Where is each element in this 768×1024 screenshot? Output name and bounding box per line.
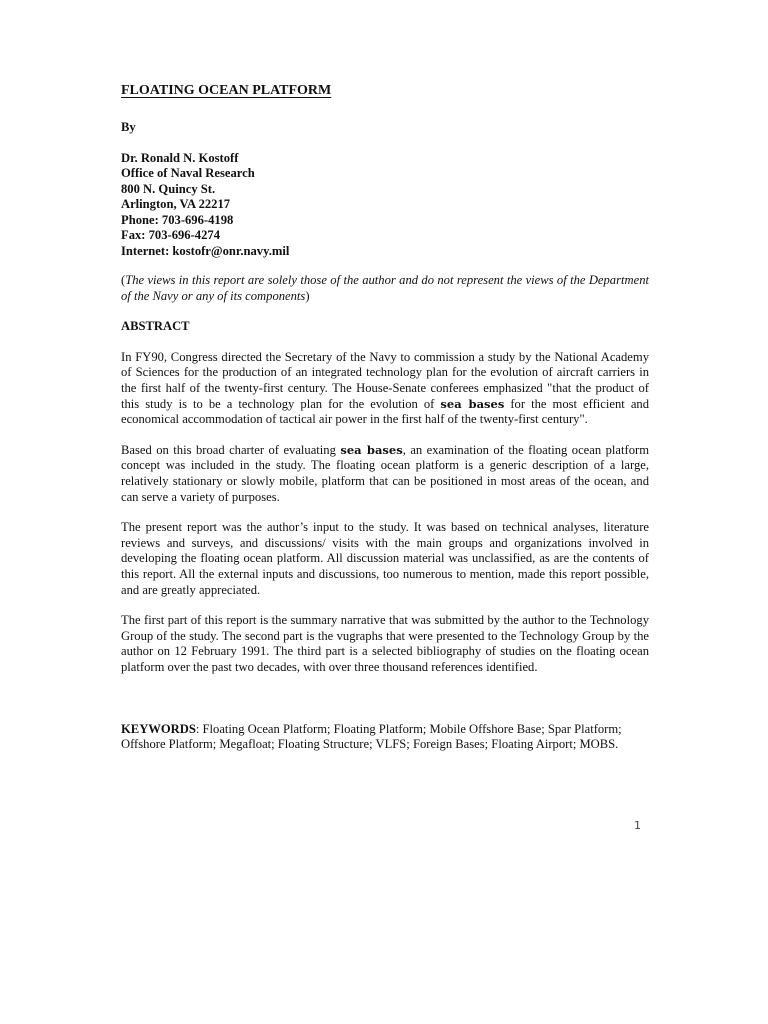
author-fax: Fax: 703-696-4274 — [121, 228, 220, 243]
author-street: 800 N. Quincy St. — [121, 181, 216, 196]
author-email[interactable]: kostofr@onr.navy.mil — [172, 243, 290, 258]
paragraph-1-emphasis: sea bases — [440, 396, 505, 411]
abstract-paragraph-2 — [121, 443, 649, 505]
paragraph-2-text-a: Based on this broad charter of evaluating — [121, 442, 341, 457]
disclaimer-open-paren: ( — [121, 273, 126, 288]
paragraph-1-text-b: for the most efficient and economical accommodation of tactical air power in the first half of the twenty-first century". — [121, 396, 649, 427]
by-label: By — [121, 120, 136, 134]
abstract-paragraph-4: The first part of this report is the summary narrative that was submitted by the author to the Technology Group of the study. The second part is the vugraphs that were presented to the Technology Group by the author on 12 February 1991. The third part is a selected bibliography of studies on the floating ocean platform over the past two decades, with over three thousand references identified. — [121, 613, 649, 674]
abstract-heading: ABSTRACT — [121, 319, 190, 334]
document-page — [121, 82, 649, 753]
keywords — [121, 722, 649, 753]
abstract-paragraph-1 — [121, 350, 649, 428]
paragraph-2-emphasis: sea bases — [340, 442, 403, 457]
abstract-paragraph-3: The present report was the author’s input to the study. It was based on technical analyses, literature reviews and surveys, and discussions/ visits with the main groups and organizations involved in developing the floating ocean platform. All discussion material was unclassified, as are the contents of this report. All the external inputs and discussions, too numerous to mention, made this report possible, and are greatly appreciated. — [121, 520, 649, 597]
author-organization: Office of Naval Research — [121, 166, 255, 181]
author-phone: Phone: 703-696-4198 — [121, 212, 234, 227]
disclaimer — [121, 273, 649, 304]
page-number: 1 — [634, 819, 641, 832]
paragraph-1-text-a: In FY90, Congress directed the Secretary of the Navy to commission a study by the National Academy of Sciences for the production of an integrated technology plan for the evolution of aircraft carriers in the first half of the twenty-first century. The House-Senate conferees emphasized "that the product of this study is to be a technology plan for the evolution of — [121, 349, 649, 411]
disclaimer-close-paren: ) — [305, 288, 310, 303]
keywords-text: : Floating Ocean Platform; Floating Platform; Mobile Offshore Base; Spar Platform; Offshore Platform; Megafloat; Floating Structure; VLFS; Foreign Bases; Floating Airport; MOBS. — [121, 721, 622, 752]
author-city: Arlington, VA 22217 — [121, 197, 231, 212]
keywords-label: KEYWORDS — [121, 721, 196, 736]
disclaimer-text: The views in this report are solely those of the author and do not represent the views of the Department of the Navy or any of its components — [121, 273, 649, 303]
author-internet — [121, 244, 649, 260]
author-address-block — [121, 151, 649, 260]
internet-label: Internet: — [121, 243, 170, 258]
author-name: Dr. Ronald N. Kostoff — [121, 150, 239, 165]
document-title: FLOATING OCEAN PLATFORM — [121, 83, 332, 98]
paragraph-2-text-b: , an examination of the floating ocean platform concept was included in the study. The floating ocean platform is a generic description of a large, relatively stationary or slowly mobile, platform that can be positioned in most areas of the ocean, and can serve a variety of purposes. — [121, 442, 649, 504]
